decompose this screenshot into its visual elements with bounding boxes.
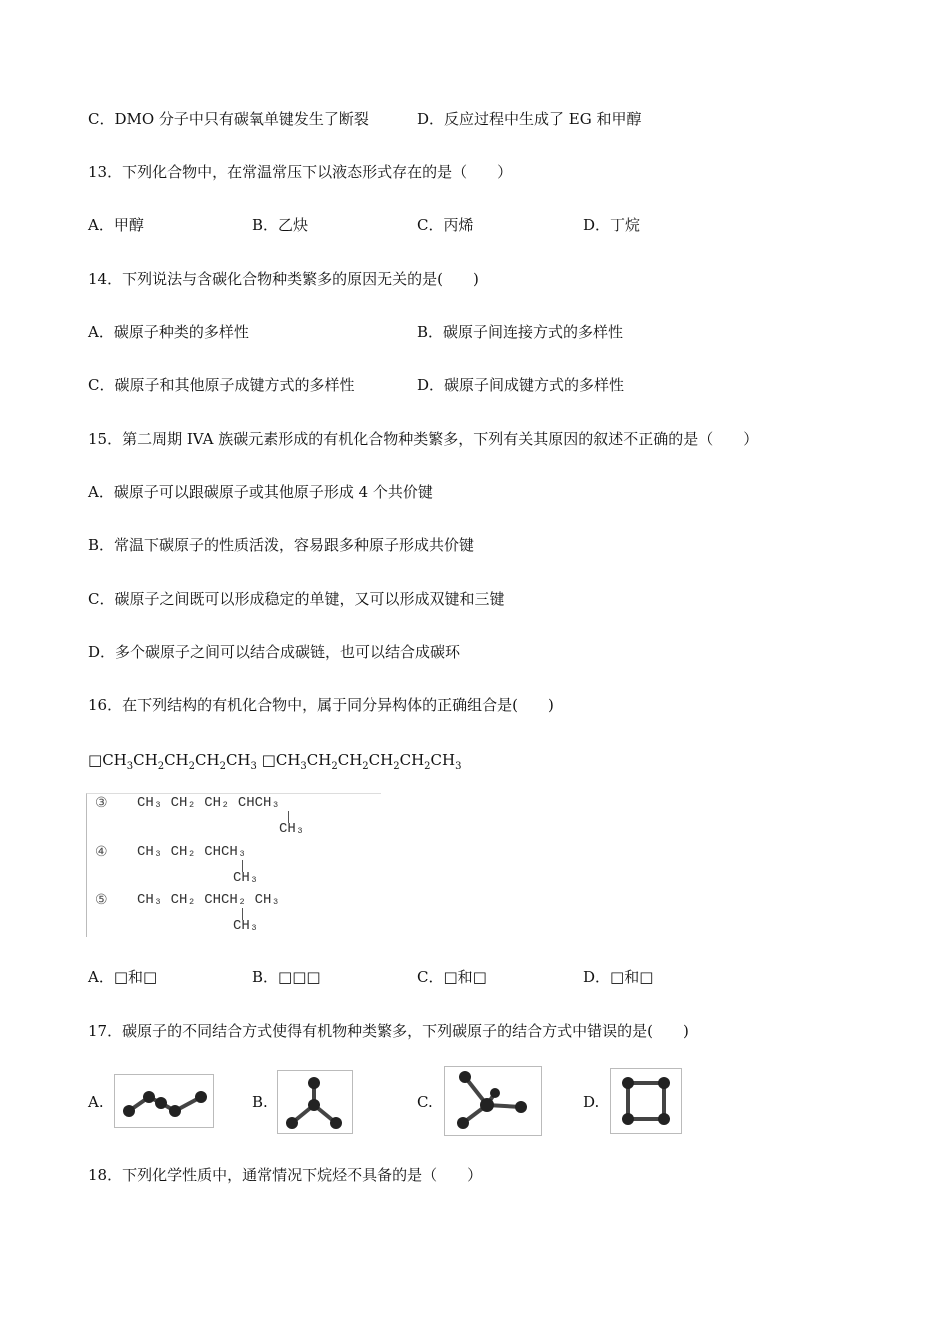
formula-2-prefix: □ — [261, 751, 276, 769]
q15-option-c: C．碳原子之间既可以形成稳定的单键，又可以形成双键和三键 — [88, 590, 505, 608]
q16-option-b: B．□□□ — [252, 968, 321, 986]
q13-option-a: A．甲醇 — [88, 216, 144, 234]
q16-stem: 16．在下列结构的有机化合物中，属于同分异构体的正确组合是( ) — [88, 696, 554, 714]
tetrahedral-carbon-icon — [445, 1067, 541, 1135]
carbon-chain-image — [114, 1074, 214, 1128]
structures-image — [86, 793, 381, 937]
structure-5-branch: CH₃ — [233, 918, 259, 934]
q12-option-c: C．DMO 分子中只有碳氧单键发生了断裂 — [88, 110, 369, 128]
q16-option-c: C．□和□ — [417, 968, 487, 986]
q17-option-a: A. — [88, 1093, 104, 1111]
q15-option-d: D．多个碳原子之间可以结合成碳链，也可以结合成碳环 — [88, 643, 461, 661]
q15-option-a: A．碳原子可以跟碳原子或其他原子形成 4 个共价键 — [88, 483, 433, 501]
structure-4-main: CH₃ CH₂ CHCH₃ — [137, 844, 247, 860]
q17-option-d: D. — [583, 1093, 600, 1111]
structure-3-main: CH₃ CH₂ CH₂ CHCH₃ — [137, 795, 280, 811]
q15-stem: 15．第二周期 IVA 族碳元素形成的有机化合物种类繁多，下列有关其原因的叙述不正确的是（ ） — [88, 430, 759, 448]
carbon-ring-image — [610, 1068, 682, 1134]
q14-option-c: C．碳原子和其他原子成键方式的多样性 — [88, 376, 355, 394]
q17-stem: 17．碳原子的不同结合方式使得有机物种类繁多，下列碳原子的结合方式中错误的是( ) — [88, 1022, 689, 1040]
q17-option-c: C. — [417, 1093, 433, 1111]
structure-3-branch: CH₃ — [279, 821, 305, 837]
square-ring-icon — [611, 1069, 681, 1133]
branched-carbon-icon — [278, 1071, 352, 1133]
q14-option-a: A．碳原子种类的多样性 — [88, 323, 249, 341]
q15-option-b: B．常温下碳原子的性质活泼，容易跟多种原子形成共价键 — [88, 536, 475, 554]
q16-option-d: D．□和□ — [583, 968, 654, 986]
carbon-branch-image — [277, 1070, 353, 1134]
q13-stem: 13．下列化合物中，在常温常压下以液态形式存在的是（ ） — [88, 163, 513, 181]
q16-option-a: A．□和□ — [88, 968, 158, 986]
q16-formula-line: $□CH_3CH_2CH_2CH_2CH_3$ $□CH_3CH_2CH_2CH_2CH_2CH_3$ — [88, 751, 462, 772]
zigzag-chain-icon — [115, 1075, 213, 1127]
structure-5-label: ⑤ — [95, 893, 108, 909]
structure-5-main: CH₃ CH₂ CHCH₂ CH₃ — [137, 892, 280, 908]
q13-option-c: C．丙烯 — [417, 216, 474, 234]
q14-stem: 14．下列说法与含碳化合物种类繁多的原因无关的是( ) — [88, 270, 479, 288]
q13-option-d: D．丁烷 — [583, 216, 641, 234]
carbon-star-image — [444, 1066, 542, 1136]
structure-4-label: ④ — [95, 845, 108, 861]
q18-stem: 18．下列化学性质中，通常情况下烷烃不具备的是（ ） — [88, 1166, 483, 1184]
formula-1-prefix: □ — [88, 751, 103, 769]
q14-option-b: B．碳原子间连接方式的多样性 — [417, 323, 624, 341]
q17-option-b: B. — [252, 1093, 268, 1111]
q12-option-d: D．反应过程中生成了 EG 和甲醇 — [417, 110, 642, 128]
structure-4-branch: CH₃ — [233, 870, 259, 886]
structure-3-label: ③ — [95, 796, 108, 812]
q13-option-b: B．乙炔 — [252, 216, 309, 234]
q14-option-d: D．碳原子间成键方式的多样性 — [417, 376, 625, 394]
